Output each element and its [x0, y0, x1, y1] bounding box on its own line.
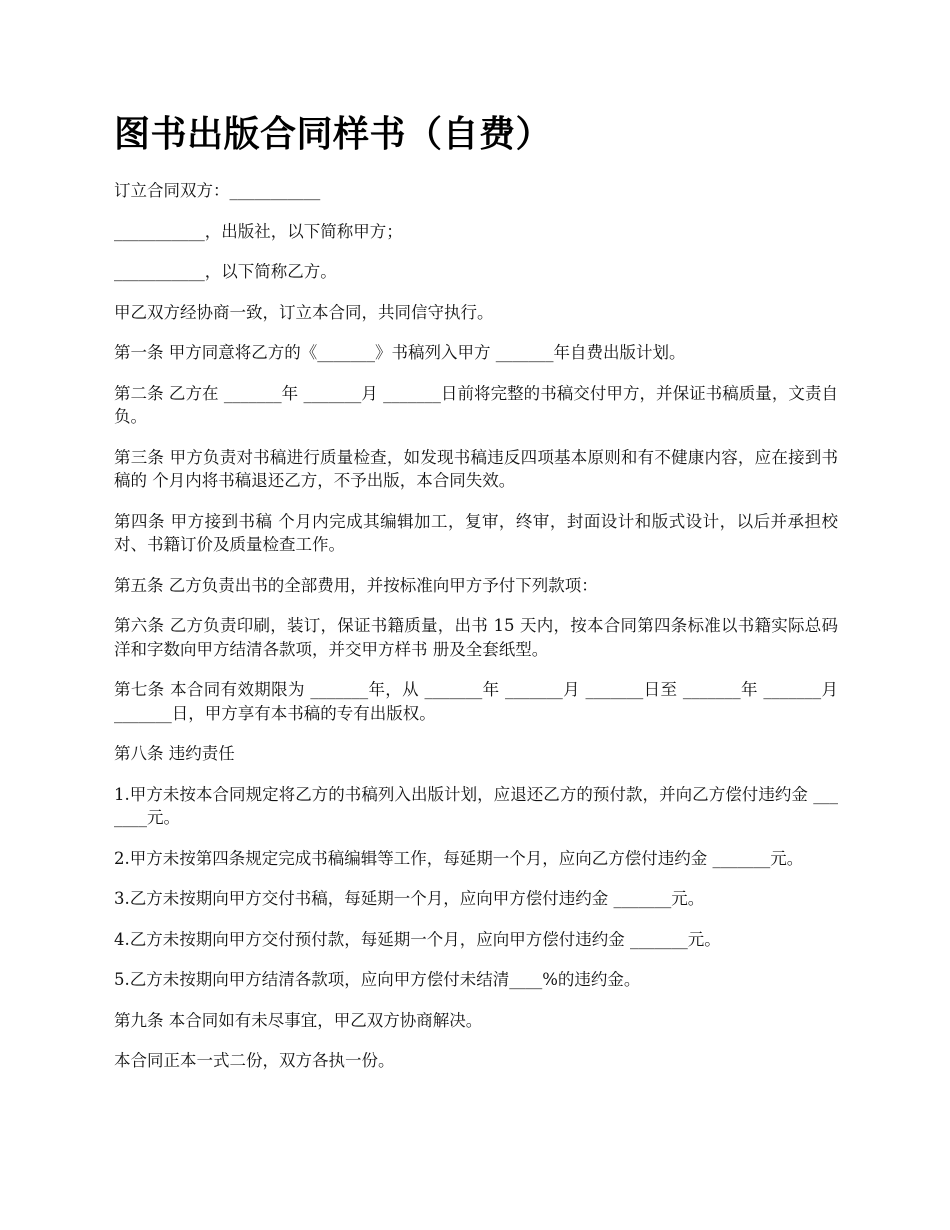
- copies-statement: 本合同正本一式二份，双方各执一份。: [114, 1051, 395, 1070]
- page-title: 图书出版合同样书（自费）: [114, 114, 553, 155]
- agreement-statement: 甲乙双方经协商一致，订立本合同，共同信守执行。: [114, 302, 494, 322]
- article-8-clause-2: 2.甲方未按第四条规定完成书稿编辑等工作，每延期一个月，应向乙方偿付违约金 _______元。: [114, 848, 804, 868]
- contract-parties: 订立合同双方：___________: [114, 181, 321, 200]
- article-9: 第九条 本合同如有未尽事宜，甲乙双方协商解决。: [114, 1010, 483, 1030]
- article-8-clause-1: 1.甲方未按本合同规定将乙方的书稿列入出版计划，应退还乙方的预付款，并向乙方偿付违约金 _______元。: [114, 784, 838, 827]
- article-8-clause-3: 3.乙方未按期向甲方交付书稿，每延期一个月，应向甲方偿付违约金 _______元。: [114, 889, 705, 908]
- article-5: 第五条 乙方负责出书的全部费用，并按标准向甲方予付下列款项：: [114, 575, 598, 595]
- article-3: 第三条 甲方负责对书稿进行质量检查，如发现书稿违反四项基本原则和有不健康内容，应在接到书稿的 个月内将书稿退还乙方，不予出版，本合同失效。: [114, 447, 838, 490]
- article-1: 第一条 甲方同意将乙方的《_______》书稿列入甲方 _______年自费出版计划。: [114, 343, 686, 362]
- article-7: 第七条 本合同有效期限为 _______年，从 _______年 _______月 _______日至 _______年 _______月 _______日，甲方享有本书稿的专有出版权。: [114, 680, 838, 723]
- party-a-line: ___________，出版社，以下简称甲方；: [114, 221, 403, 241]
- article-8-clause-5: 5.乙方未按期向甲方结清各款项，应向甲方偿付未结清____%的违约金。: [114, 970, 641, 989]
- article-4: 第四条 甲方接到书稿 个月内完成其编辑加工，复审，终审，封面设计和版式设计，以后并承担校对、书籍订价及质量检查工作。: [114, 511, 838, 554]
- article-6: 第六条 乙方负责印刷，装订，保证书籍质量，出书 15 天内，按本合同第四条标准以书籍实际总码洋和字数向甲方结清各款项，并交甲方样书 册及全套纸型。: [114, 616, 838, 659]
- article-8-clause-4: 4.乙方未按期向甲方交付预付款，每延期一个月，应向甲方偿付违约金 _______元。: [114, 929, 721, 949]
- article-8-heading: 第八条 违约责任: [114, 744, 235, 763]
- party-b-line: ___________，以下简称乙方。: [114, 262, 337, 281]
- article-2: 第二条 乙方在 _______年 _______月 _______日前将完整的书稿交付甲方，并保证书稿质量，文责自负。: [114, 383, 838, 426]
